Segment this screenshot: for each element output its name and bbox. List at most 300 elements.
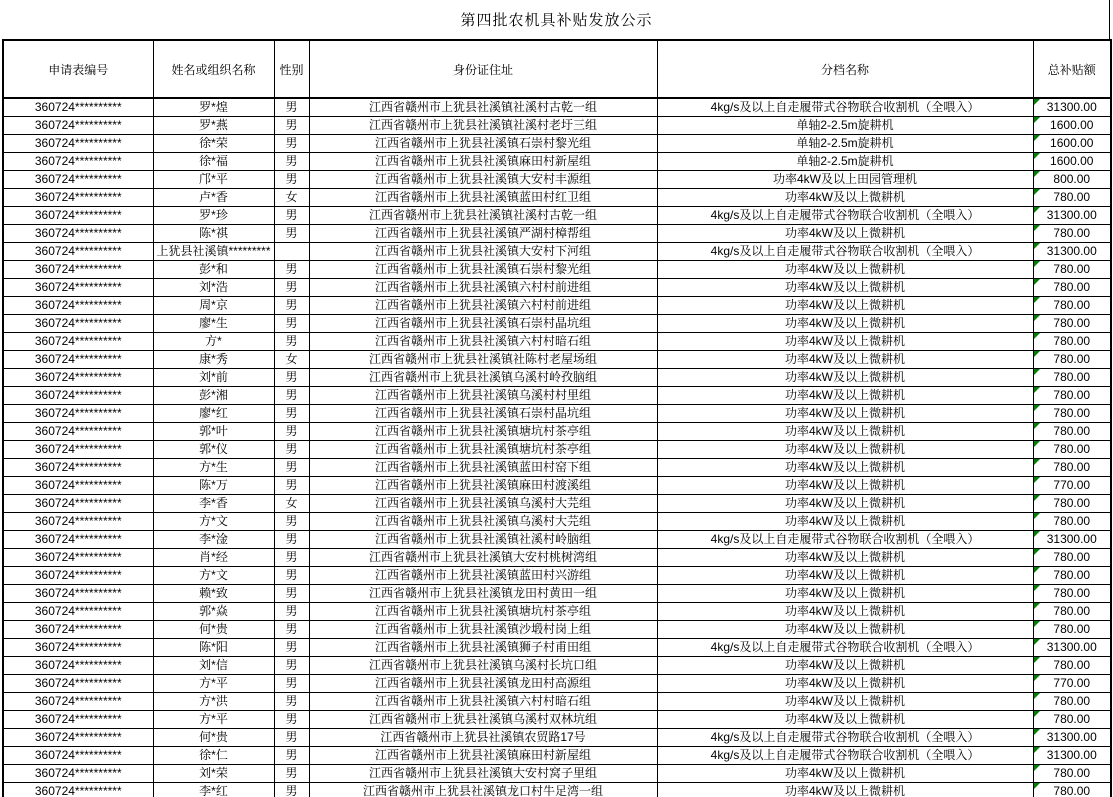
table-row	[3, 117, 1111, 135]
cell-application-id[interactable]: 360724**********	[3, 171, 153, 189]
cell-category[interactable]: 功率4kW及以上微耕机	[657, 621, 1033, 639]
cell-total-subsidy[interactable]: 800.00	[1033, 171, 1111, 189]
number-stored-as-text-indicator-icon	[1034, 783, 1040, 789]
cell-total-subsidy[interactable]: 780.00	[1033, 225, 1111, 243]
cell-category[interactable]: 功率4kW及以上微耕机	[657, 711, 1033, 729]
number-stored-as-text-indicator-icon	[1034, 225, 1040, 231]
cell-application-id[interactable]: 360724**********	[3, 98, 153, 117]
table-row	[3, 135, 1111, 153]
table-row	[3, 387, 1111, 405]
cell-name-or-org[interactable]: 方*	[153, 333, 274, 351]
cell-gender[interactable]: 男	[274, 765, 309, 783]
cell-application-id[interactable]: 360724**********	[3, 675, 153, 693]
cell-category[interactable]: 功率4kW及以上微耕机	[657, 783, 1033, 797]
cell-total-subsidy[interactable]: 770.00	[1033, 675, 1111, 693]
cell-id-address[interactable]: 江西省赣州市上犹县社溪镇社溪村古乾一组	[309, 98, 657, 117]
cell-application-id[interactable]: 360724**********	[3, 495, 153, 513]
number-stored-as-text-indicator-icon	[1034, 459, 1040, 465]
cell-gender[interactable]: 男	[274, 459, 309, 477]
cell-id-address[interactable]: 江西省赣州市上犹县社溪镇麻田村渡溪组	[309, 477, 657, 495]
cell-category[interactable]: 功率4kW及以上微耕机	[657, 189, 1033, 207]
table-row	[3, 98, 1111, 117]
cell-application-id[interactable]: 360724**********	[3, 405, 153, 423]
number-stored-as-text-indicator-icon	[1034, 711, 1040, 717]
cell-category[interactable]: 功率4kW及以上微耕机	[657, 297, 1033, 315]
cell-category[interactable]: 单轴2-2.5m旋耕机	[657, 117, 1033, 135]
cell-application-id[interactable]: 360724**********	[3, 549, 153, 567]
cell-id-address[interactable]: 江西省赣州市上犹县社溪镇社溪村老圩三组	[309, 117, 657, 135]
cell-total-subsidy[interactable]: 780.00	[1033, 315, 1111, 333]
number-stored-as-text-indicator-icon	[1034, 495, 1040, 501]
cell-total-subsidy[interactable]: 780.00	[1033, 783, 1111, 797]
cell-total-subsidy[interactable]: 1600.00	[1033, 153, 1111, 171]
cell-gender[interactable]: 男	[274, 98, 309, 117]
cell-total-subsidy[interactable]: 31300.00	[1033, 98, 1111, 117]
cell-id-address[interactable]: 江西省赣州市上犹县社溪镇大安村窝子里组	[309, 765, 657, 783]
cell-id-address[interactable]: 江西省赣州市上犹县社溪镇乌溪村双林坑组	[309, 711, 657, 729]
number-stored-as-text-indicator-icon	[1034, 549, 1040, 555]
table-row	[3, 351, 1111, 369]
cell-gender[interactable]: 男	[274, 369, 309, 387]
cell-category[interactable]: 功率4kW及以上微耕机	[657, 513, 1033, 531]
table-row	[3, 531, 1111, 549]
number-stored-as-text-indicator-icon	[1034, 207, 1040, 213]
cell-application-id[interactable]: 360724**********	[3, 567, 153, 585]
cell-id-address[interactable]: 江西省赣州市上犹县社溪镇六村村暗石组	[309, 333, 657, 351]
cell-id-address[interactable]: 江西省赣州市上犹县社溪镇乌溪村村里组	[309, 387, 657, 405]
cell-gender[interactable]: 男	[274, 405, 309, 423]
cell-id-address[interactable]: 江西省赣州市上犹县社溪镇农贸路17号	[309, 729, 657, 747]
cell-gender[interactable]: 男	[274, 225, 309, 243]
number-stored-as-text-indicator-icon	[1034, 513, 1040, 519]
table-row	[3, 513, 1111, 531]
cell-total-subsidy[interactable]: 1600.00	[1033, 117, 1111, 135]
table-row	[3, 315, 1111, 333]
cell-total-subsidy[interactable]: 780.00	[1033, 189, 1111, 207]
cell-category[interactable]: 功率4kW及以上微耕机	[657, 603, 1033, 621]
number-stored-as-text-indicator-icon	[1034, 657, 1040, 663]
cell-gender[interactable]: 男	[274, 207, 309, 225]
cell-gender[interactable]: 男	[274, 513, 309, 531]
number-stored-as-text-indicator-icon	[1034, 171, 1040, 177]
cell-gender[interactable]: 男	[274, 783, 309, 797]
cell-category[interactable]: 单轴2-2.5m旋耕机	[657, 153, 1033, 171]
cell-name-or-org[interactable]: 卢*香	[153, 189, 274, 207]
cell-id-address[interactable]: 江西省赣州市上犹县社溪镇社溪村古乾一组	[309, 207, 657, 225]
cell-application-id[interactable]: 360724**********	[3, 747, 153, 765]
cell-gender[interactable]: 男	[274, 387, 309, 405]
cell-gender[interactable]: 男	[274, 333, 309, 351]
cell-id-address[interactable]: 江西省赣州市上犹县社溪镇蓝田村兴游组	[309, 567, 657, 585]
table-row	[3, 171, 1111, 189]
cell-category[interactable]: 功率4kW及以上微耕机	[657, 333, 1033, 351]
cell-total-subsidy[interactable]: 780.00	[1033, 513, 1111, 531]
table-row	[3, 621, 1111, 639]
cell-name-or-org[interactable]: 郭*仪	[153, 441, 274, 459]
cell-id-address[interactable]: 江西省赣州市上犹县社溪镇乌溪村大芫组	[309, 513, 657, 531]
cell-name-or-org[interactable]: 邝*平	[153, 171, 274, 189]
cell-gender[interactable]: 男	[274, 423, 309, 441]
cell-name-or-org[interactable]: 方*生	[153, 459, 274, 477]
cell-name-or-org[interactable]: 陈*祺	[153, 225, 274, 243]
cell-total-subsidy[interactable]: 780.00	[1033, 459, 1111, 477]
number-stored-as-text-indicator-icon	[1034, 261, 1040, 267]
cell-id-address[interactable]: 江西省赣州市上犹县社溪镇龙口村牛足湾一组	[309, 783, 657, 797]
cell-name-or-org[interactable]: 方*文	[153, 567, 274, 585]
cell-gender[interactable]: 女	[274, 189, 309, 207]
cell-application-id[interactable]: 360724**********	[3, 297, 153, 315]
cell-id-address[interactable]: 江西省赣州市上犹县社溪镇乌溪村大芫组	[309, 495, 657, 513]
cell-category[interactable]: 功率4kW及以上微耕机	[657, 459, 1033, 477]
cell-name-or-org[interactable]: 彭*湘	[153, 387, 274, 405]
cell-id-address[interactable]: 江西省赣州市上犹县社溪镇塘坑村茶亭组	[309, 441, 657, 459]
cell-total-subsidy[interactable]: 780.00	[1033, 261, 1111, 279]
cell-name-or-org[interactable]: 罗*燕	[153, 117, 274, 135]
cell-application-id[interactable]: 360724**********	[3, 441, 153, 459]
cell-application-id[interactable]: 360724**********	[3, 765, 153, 783]
cell-id-address[interactable]: 江西省赣州市上犹县社溪镇严湖村樟帮组	[309, 225, 657, 243]
number-stored-as-text-indicator-icon	[1034, 441, 1040, 447]
table-row	[3, 297, 1111, 315]
cell-id-address[interactable]: 江西省赣州市上犹县社溪镇大安村丰源组	[309, 171, 657, 189]
cell-application-id[interactable]: 360724**********	[3, 387, 153, 405]
cell-gender[interactable]: 男	[274, 153, 309, 171]
cell-gender[interactable]: 男	[274, 657, 309, 675]
cell-total-subsidy[interactable]: 780.00	[1033, 585, 1111, 603]
cell-category[interactable]: 功率4kW及以上微耕机	[657, 315, 1033, 333]
number-stored-as-text-indicator-icon	[1034, 639, 1040, 645]
cell-gender[interactable]: 男	[274, 603, 309, 621]
table-row	[3, 153, 1111, 171]
table-row	[3, 729, 1111, 747]
cell-category[interactable]: 4kg/s及以上自走履带式谷物联合收割机（全喂入）	[657, 531, 1033, 549]
cell-gender[interactable]: 男	[274, 747, 309, 765]
number-stored-as-text-indicator-icon	[1034, 693, 1040, 699]
table-row	[3, 423, 1111, 441]
cell-id-address[interactable]: 江西省赣州市上犹县社溪镇龙田村黄田一组	[309, 585, 657, 603]
cell-category[interactable]: 功率4kW及以上微耕机	[657, 441, 1033, 459]
cell-id-address[interactable]: 江西省赣州市上犹县社溪镇大安村下河组	[309, 243, 657, 261]
cell-gender[interactable]: 男	[274, 315, 309, 333]
cell-id-address[interactable]: 江西省赣州市上犹县社溪镇狮子村甫田组	[309, 639, 657, 657]
cell-name-or-org[interactable]: 刘*信	[153, 657, 274, 675]
cell-total-subsidy[interactable]: 31300.00	[1033, 639, 1111, 657]
cell-id-address[interactable]: 江西省赣州市上犹县社溪镇石崇村黎光组	[309, 135, 657, 153]
number-stored-as-text-indicator-icon	[1034, 675, 1040, 681]
cell-application-id[interactable]: 360724**********	[3, 783, 153, 797]
cell-gender[interactable]: 男	[274, 675, 309, 693]
table-row	[3, 405, 1111, 423]
cell-name-or-org[interactable]: 廖*生	[153, 315, 274, 333]
table-header-row	[3, 40, 1111, 98]
cell-application-id[interactable]: 360724**********	[3, 423, 153, 441]
table-row	[3, 783, 1111, 797]
cell-gender[interactable]: 男	[274, 549, 309, 567]
cell-gender[interactable]: 男	[274, 279, 309, 297]
cell-gender[interactable]: 男	[274, 729, 309, 747]
number-stored-as-text-indicator-icon	[1034, 243, 1040, 249]
cell-name-or-org[interactable]: 徐*荣	[153, 135, 274, 153]
cell-category[interactable]: 功率4kW及以上微耕机	[657, 657, 1033, 675]
cell-gender[interactable]	[274, 243, 309, 261]
cell-gender[interactable]: 女	[274, 495, 309, 513]
cell-gender[interactable]: 男	[274, 117, 309, 135]
cell-name-or-org[interactable]: 上犹县社溪镇*********	[153, 243, 274, 261]
number-stored-as-text-indicator-icon	[1034, 603, 1040, 609]
cell-application-id[interactable]: 360724**********	[3, 369, 153, 387]
table-row	[3, 675, 1111, 693]
cell-name-or-org[interactable]: 刘*前	[153, 369, 274, 387]
table-row	[3, 585, 1111, 603]
cell-id-address[interactable]: 江西省赣州市上犹县社溪镇蓝田村窑下组	[309, 459, 657, 477]
column-header-total-subsidy: 总补贴额	[1033, 40, 1111, 98]
cell-application-id[interactable]: 360724**********	[3, 153, 153, 171]
cell-total-subsidy[interactable]: 780.00	[1033, 495, 1111, 513]
table-row	[3, 441, 1111, 459]
cell-application-id[interactable]: 360724**********	[3, 639, 153, 657]
cell-category[interactable]: 功率4kW及以上微耕机	[657, 495, 1033, 513]
cell-category[interactable]: 功率4kW及以上微耕机	[657, 567, 1033, 585]
cell-id-address[interactable]: 江西省赣州市上犹县社溪镇龙田村高源组	[309, 675, 657, 693]
table-row	[3, 747, 1111, 765]
number-stored-as-text-indicator-icon	[1034, 315, 1040, 321]
cell-gender[interactable]: 男	[274, 621, 309, 639]
cell-id-address[interactable]: 江西省赣州市上犹县社溪镇六村村前进组	[309, 279, 657, 297]
cell-name-or-org[interactable]: 彭*和	[153, 261, 274, 279]
cell-name-or-org[interactable]: 郭*叶	[153, 423, 274, 441]
cell-gender[interactable]: 男	[274, 171, 309, 189]
number-stored-as-text-indicator-icon	[1034, 117, 1040, 123]
table-row	[3, 207, 1111, 225]
cell-name-or-org[interactable]: 方*洪	[153, 693, 274, 711]
table-row	[3, 567, 1111, 585]
cell-name-or-org[interactable]: 郭*焱	[153, 603, 274, 621]
cell-application-id[interactable]: 360724**********	[3, 459, 153, 477]
cell-name-or-org[interactable]: 李*红	[153, 783, 274, 797]
cell-name-or-org[interactable]: 何*贵	[153, 729, 274, 747]
cell-category[interactable]: 功率4kW及以上微耕机	[657, 477, 1033, 495]
cell-name-or-org[interactable]: 罗*煌	[153, 98, 274, 117]
cell-application-id[interactable]: 360724**********	[3, 585, 153, 603]
cell-total-subsidy[interactable]: 780.00	[1033, 441, 1111, 459]
cell-total-subsidy[interactable]: 780.00	[1033, 693, 1111, 711]
cell-category[interactable]: 4kg/s及以上自走履带式谷物联合收割机（全喂入）	[657, 98, 1033, 117]
cell-gender[interactable]: 男	[274, 639, 309, 657]
cell-gender[interactable]: 男	[274, 297, 309, 315]
column-header-category: 分档名称	[657, 40, 1033, 98]
cell-gender[interactable]: 男	[274, 693, 309, 711]
cell-total-subsidy[interactable]: 780.00	[1033, 333, 1111, 351]
cell-name-or-org[interactable]: 李*淦	[153, 531, 274, 549]
cell-total-subsidy[interactable]: 780.00	[1033, 567, 1111, 585]
cell-id-address[interactable]: 江西省赣州市上犹县社溪镇乌溪村岭孜脑组	[309, 369, 657, 387]
cell-id-address[interactable]: 江西省赣州市上犹县社溪镇麻田村新屋组	[309, 747, 657, 765]
cell-total-subsidy[interactable]: 780.00	[1033, 369, 1111, 387]
cell-application-id[interactable]: 360724**********	[3, 531, 153, 549]
table-row	[3, 765, 1111, 783]
cell-name-or-org[interactable]: 方*文	[153, 513, 274, 531]
cell-total-subsidy[interactable]: 1600.00	[1033, 135, 1111, 153]
cell-name-or-org[interactable]: 康*秀	[153, 351, 274, 369]
cell-category[interactable]: 功率4kW及以上微耕机	[657, 549, 1033, 567]
cell-name-or-org[interactable]: 陈*万	[153, 477, 274, 495]
cell-id-address[interactable]: 江西省赣州市上犹县社溪镇乌溪村长坑口组	[309, 657, 657, 675]
number-stored-as-text-indicator-icon	[1034, 567, 1040, 573]
cell-id-address[interactable]: 江西省赣州市上犹县社溪镇石崇村黎光组	[309, 261, 657, 279]
cell-id-address[interactable]: 江西省赣州市上犹县社溪镇塘坑村茶亭组	[309, 603, 657, 621]
number-stored-as-text-indicator-icon	[1034, 585, 1040, 591]
cell-gender[interactable]: 男	[274, 477, 309, 495]
cell-application-id[interactable]: 360724**********	[3, 243, 153, 261]
table-row	[3, 279, 1111, 297]
cell-total-subsidy[interactable]: 780.00	[1033, 549, 1111, 567]
cell-total-subsidy[interactable]: 780.00	[1033, 657, 1111, 675]
page-right-gridline	[1109, 0, 1110, 40]
number-stored-as-text-indicator-icon	[1034, 423, 1040, 429]
cell-category[interactable]: 功率4kW及以上微耕机	[657, 279, 1033, 297]
cell-category[interactable]: 功率4kW及以上微耕机	[657, 675, 1033, 693]
cell-category[interactable]: 功率4kW及以上微耕机	[657, 369, 1033, 387]
table-row	[3, 603, 1111, 621]
cell-name-or-org[interactable]: 周*京	[153, 297, 274, 315]
cell-application-id[interactable]: 360724**********	[3, 315, 153, 333]
cell-category[interactable]: 功率4kW及以上微耕机	[657, 351, 1033, 369]
cell-total-subsidy[interactable]: 31300.00	[1033, 531, 1111, 549]
cell-total-subsidy[interactable]: 31300.00	[1033, 207, 1111, 225]
cell-id-address[interactable]: 江西省赣州市上犹县社溪镇塘坑村茶亭组	[309, 423, 657, 441]
table-row	[3, 549, 1111, 567]
cell-name-or-org[interactable]: 赖*致	[153, 585, 274, 603]
cell-application-id[interactable]: 360724**********	[3, 117, 153, 135]
cell-total-subsidy[interactable]: 780.00	[1033, 711, 1111, 729]
number-stored-as-text-indicator-icon	[1034, 99, 1040, 105]
cell-total-subsidy[interactable]: 780.00	[1033, 603, 1111, 621]
cell-name-or-org[interactable]: 何*贵	[153, 621, 274, 639]
cell-id-address[interactable]: 江西省赣州市上犹县社溪镇社陈村老屋场组	[309, 351, 657, 369]
cell-id-address[interactable]: 江西省赣州市上犹县社溪镇社溪村岭脑组	[309, 531, 657, 549]
table-row	[3, 477, 1111, 495]
cell-name-or-org[interactable]: 方*平	[153, 675, 274, 693]
cell-application-id[interactable]: 360724**********	[3, 135, 153, 153]
cell-name-or-org[interactable]: 方*平	[153, 711, 274, 729]
number-stored-as-text-indicator-icon	[1034, 351, 1040, 357]
cell-gender[interactable]: 男	[274, 567, 309, 585]
cell-category[interactable]: 功率4kW及以上微耕机	[657, 693, 1033, 711]
cell-gender[interactable]: 男	[274, 531, 309, 549]
cell-application-id[interactable]: 360724**********	[3, 279, 153, 297]
cell-application-id[interactable]: 360724**********	[3, 693, 153, 711]
cell-id-address[interactable]: 江西省赣州市上犹县社溪镇石崇村晶坑组	[309, 315, 657, 333]
cell-gender[interactable]: 男	[274, 711, 309, 729]
cell-application-id[interactable]: 360724**********	[3, 657, 153, 675]
cell-gender[interactable]: 男	[274, 585, 309, 603]
cell-name-or-org[interactable]: 廖*红	[153, 405, 274, 423]
table-row	[3, 495, 1111, 513]
cell-category[interactable]: 功率4kW及以上微耕机	[657, 225, 1033, 243]
cell-category[interactable]: 4kg/s及以上自走履带式谷物联合收割机（全喂入）	[657, 729, 1033, 747]
cell-name-or-org[interactable]: 李*香	[153, 495, 274, 513]
cell-name-or-org[interactable]: 刘*浩	[153, 279, 274, 297]
cell-total-subsidy[interactable]: 780.00	[1033, 297, 1111, 315]
table-row	[3, 189, 1111, 207]
cell-category[interactable]: 功率4kW及以上田园管理机	[657, 171, 1033, 189]
cell-application-id[interactable]: 360724**********	[3, 621, 153, 639]
table-row	[3, 243, 1111, 261]
cell-application-id[interactable]: 360724**********	[3, 351, 153, 369]
cell-category[interactable]: 4kg/s及以上自走履带式谷物联合收割机（全喂入）	[657, 243, 1033, 261]
cell-id-address[interactable]: 江西省赣州市上犹县社溪镇六村村暗石组	[309, 693, 657, 711]
cell-application-id[interactable]: 360724**********	[3, 711, 153, 729]
cell-category[interactable]: 功率4kW及以上微耕机	[657, 261, 1033, 279]
table-row	[3, 261, 1111, 279]
cell-id-address[interactable]: 江西省赣州市上犹县社溪镇石崇村晶坑组	[309, 405, 657, 423]
cell-id-address[interactable]: 江西省赣州市上犹县社溪镇麻田村新屋组	[309, 153, 657, 171]
cell-name-or-org[interactable]: 罗*珍	[153, 207, 274, 225]
cell-gender[interactable]: 女	[274, 351, 309, 369]
cell-id-address[interactable]: 江西省赣州市上犹县社溪镇沙塅村岗上组	[309, 621, 657, 639]
cell-gender[interactable]: 男	[274, 261, 309, 279]
cell-application-id[interactable]: 360724**********	[3, 225, 153, 243]
cell-total-subsidy[interactable]: 780.00	[1033, 387, 1111, 405]
cell-category[interactable]: 功率4kW及以上微耕机	[657, 765, 1033, 783]
cell-category[interactable]: 功率4kW及以上微耕机	[657, 405, 1033, 423]
cell-total-subsidy[interactable]: 780.00	[1033, 621, 1111, 639]
cell-application-id[interactable]: 360724**********	[3, 603, 153, 621]
cell-id-address[interactable]: 江西省赣州市上犹县社溪镇大安村桃树湾组	[309, 549, 657, 567]
cell-name-or-org[interactable]: 徐*福	[153, 153, 274, 171]
column-header-name-or-org: 姓名或组织名称	[153, 40, 274, 98]
cell-category[interactable]: 功率4kW及以上微耕机	[657, 585, 1033, 603]
cell-category[interactable]: 单轴2-2.5m旋耕机	[657, 135, 1033, 153]
cell-gender[interactable]: 男	[274, 441, 309, 459]
cell-total-subsidy[interactable]: 780.00	[1033, 405, 1111, 423]
cell-application-id[interactable]: 360724**********	[3, 729, 153, 747]
cell-total-subsidy[interactable]: 31300.00	[1033, 747, 1111, 765]
cell-total-subsidy[interactable]: 780.00	[1033, 279, 1111, 297]
number-stored-as-text-indicator-icon	[1034, 153, 1040, 159]
cell-total-subsidy[interactable]: 31300.00	[1033, 729, 1111, 747]
cell-total-subsidy[interactable]: 31300.00	[1033, 243, 1111, 261]
cell-category[interactable]: 4kg/s及以上自走履带式谷物联合收割机（全喂入）	[657, 207, 1033, 225]
cell-category[interactable]: 功率4kW及以上微耕机	[657, 423, 1033, 441]
number-stored-as-text-indicator-icon	[1034, 621, 1040, 627]
number-stored-as-text-indicator-icon	[1034, 531, 1040, 537]
cell-total-subsidy[interactable]: 770.00	[1033, 477, 1111, 495]
cell-total-subsidy[interactable]: 780.00	[1033, 351, 1111, 369]
number-stored-as-text-indicator-icon	[1034, 297, 1040, 303]
cell-category[interactable]: 4kg/s及以上自走履带式谷物联合收割机（全喂入）	[657, 639, 1033, 657]
cell-application-id[interactable]: 360724**********	[3, 513, 153, 531]
number-stored-as-text-indicator-icon	[1034, 189, 1040, 195]
cell-gender[interactable]: 男	[274, 135, 309, 153]
cell-id-address[interactable]: 江西省赣州市上犹县社溪镇六村村前进组	[309, 297, 657, 315]
cell-application-id[interactable]: 360724**********	[3, 189, 153, 207]
cell-category[interactable]: 功率4kW及以上微耕机	[657, 387, 1033, 405]
cell-name-or-org[interactable]: 徐*仁	[153, 747, 274, 765]
cell-id-address[interactable]: 江西省赣州市上犹县社溪镇蓝田村红卫组	[309, 189, 657, 207]
cell-name-or-org[interactable]: 肖*经	[153, 549, 274, 567]
cell-name-or-org[interactable]: 陈*阳	[153, 639, 274, 657]
cell-application-id[interactable]: 360724**********	[3, 207, 153, 225]
cell-application-id[interactable]: 360724**********	[3, 477, 153, 495]
cell-category[interactable]: 4kg/s及以上自走履带式谷物联合收割机（全喂入）	[657, 747, 1033, 765]
cell-application-id[interactable]: 360724**********	[3, 333, 153, 351]
cell-application-id[interactable]: 360724**********	[3, 261, 153, 279]
cell-name-or-org[interactable]: 刘*荣	[153, 765, 274, 783]
table-row	[3, 639, 1111, 657]
cell-total-subsidy[interactable]: 780.00	[1033, 423, 1111, 441]
cell-total-subsidy[interactable]: 780.00	[1033, 765, 1111, 783]
